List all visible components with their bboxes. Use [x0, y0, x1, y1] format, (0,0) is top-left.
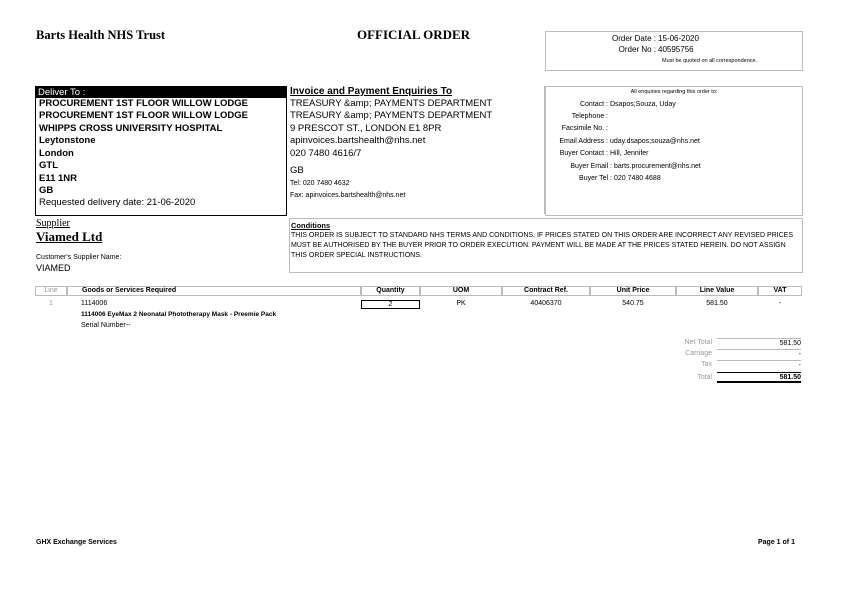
buyer-email-label: Buyer Email : — [570, 163, 612, 170]
net-total-value: 581.50 — [717, 338, 801, 347]
page-number: Page 1 of 1 — [758, 539, 795, 546]
deliver-line: GB — [39, 185, 54, 196]
deliver-to-heading: Deliver To : — [36, 87, 286, 98]
telephone-label: Telephone : — [571, 113, 608, 120]
invoice-box — [289, 86, 545, 214]
order-no-value: 40595756 — [658, 45, 694, 54]
deliver-line: GTL — [39, 160, 58, 171]
conditions-text: THIS ORDER IS SUBJECT TO STANDARD NHS TERMS AND CONDITIONS. IF PRICES STATED ON THIS ORDER ARE INCORRECT ANY REVISED PRICES MUST BE AUTHORISED BY THE BUYER PRIOR TO ORDER EXECUTION. PAYMENT WILL BE MADE AT THE PRICES STATED HEREIN. DO NOT ASSIGN THIS ORDER SPECIAL INSTRUCTIONS. — [291, 232, 794, 259]
supplier-heading: Supplier — [36, 218, 70, 229]
contact-value: Dsapos;Souza, Uday — [610, 101, 676, 108]
carriage-label: Carriage — [685, 350, 712, 357]
deliver-line: London — [39, 148, 74, 159]
row-item-code: 1114006 — [81, 300, 108, 307]
invoice-line: TREASURY &amp; PAYMENTS DEPARTMENT — [290, 110, 493, 121]
trust-name: Barts Health NHS Trust — [36, 28, 166, 42]
quote-note: Must be quoted on all correspondence. — [662, 58, 758, 64]
column-header-quantity: Quantity — [361, 286, 420, 296]
invoice-line: 020 7480 4616/7 — [290, 148, 362, 159]
order-date-value: 15-06-2020 — [658, 34, 699, 43]
customer-supplier-value: VIAMED — [36, 263, 71, 273]
invoice-line: TREASURY &amp; PAYMENTS DEPARTMENT — [290, 98, 493, 109]
deliver-line: PROCUREMENT 1ST FLOOR WILLOW LODGE — [39, 110, 248, 121]
facsimile-label: Facsimile No. : — [561, 125, 608, 132]
invoice-tel: Tel: 020 7480 4632 — [290, 180, 350, 187]
total-label: Total — [697, 374, 712, 381]
buyer-contact-value: Hill, Jennifer — [610, 150, 649, 157]
enquiries-box — [545, 86, 803, 216]
invoice-line: apinvoices.bartshealth@nhs.net — [290, 135, 426, 146]
row-line-value: 581.50 — [706, 300, 728, 307]
footer-service-name: GHX Exchange Services — [36, 539, 117, 546]
column-header-line: Line — [35, 286, 67, 296]
conditions-box — [289, 218, 803, 273]
invoice-line: GB — [290, 165, 304, 176]
requested-delivery-date: Requested delivery date: 21-06-2020 — [39, 197, 196, 208]
column-header-vat: VAT — [758, 286, 802, 296]
column-header-line-value: Line Value — [676, 286, 758, 296]
invoice-line: 9 PRESCOT ST., LONDON E1 8PR — [290, 123, 442, 134]
buyer-contact-label: Buyer Contact : — [559, 150, 608, 157]
column-header-unit-price: Unit Price — [590, 286, 676, 296]
tax-label: Tax — [701, 361, 712, 368]
deliver-line: Leytonstone — [39, 135, 96, 146]
row-line-number: 1 — [49, 300, 53, 307]
customer-supplier-label: Customer's Supplier Name: — [36, 254, 122, 261]
deliver-line: WHIPPS CROSS UNIVERSITY HOSPITAL — [39, 123, 223, 134]
total-value: 581.50 — [717, 372, 801, 383]
order-info-box — [545, 31, 803, 71]
row-unit-price: 540.75 — [622, 300, 644, 307]
column-header-goods: Goods or Services Required — [67, 286, 361, 296]
supplier-name: Viamed Ltd — [36, 229, 103, 244]
carriage-value: - — [717, 349, 801, 358]
deliver-line: E11 1NR — [39, 173, 78, 184]
deliver-line: PROCUREMENT 1ST FLOOR WILLOW LODGE — [39, 98, 248, 109]
deliver-to-box — [35, 86, 287, 216]
row-serial-number: Serial Number-- — [81, 322, 131, 329]
email-value: uday.dsapos;souza@nhs.net — [610, 138, 700, 145]
buyer-email-value: barts.procurement@nhs.net — [614, 163, 701, 170]
row-item-description: 1114006 EyeMax 2 Neonatal Phototherapy Mask - Preemie Pack — [81, 311, 277, 318]
row-quantity: 2 — [361, 300, 420, 309]
contact-label: Contact : — [579, 101, 608, 108]
order-no-label: Order No : — [618, 45, 656, 54]
row-uom: PK — [456, 300, 466, 307]
buyer-tel-value: 020 7480 4688 — [614, 175, 661, 182]
net-total-label: Net Total — [684, 339, 712, 346]
invoice-heading: Invoice and Payment Enquiries To — [290, 86, 453, 97]
column-header-contract: Contract Ref. — [502, 286, 590, 296]
column-header-uom: UOM — [420, 286, 502, 296]
buyer-tel-label: Buyer Tel : — [579, 175, 612, 182]
email-label: Email Address : — [559, 138, 608, 145]
row-vat: - — [778, 300, 782, 307]
row-contract-ref: 40406370 — [530, 300, 562, 307]
order-date-label: Order Date : — [611, 34, 656, 43]
conditions-heading: Conditions — [291, 221, 331, 230]
invoice-fax: Fax: apinvoices.bartshealth@nhs.net — [290, 192, 406, 199]
page-title: OFFICIAL ORDER — [357, 27, 471, 42]
enquiries-note: All enquiries regarding this order to: — [630, 89, 718, 95]
tax-value: - — [717, 360, 801, 369]
